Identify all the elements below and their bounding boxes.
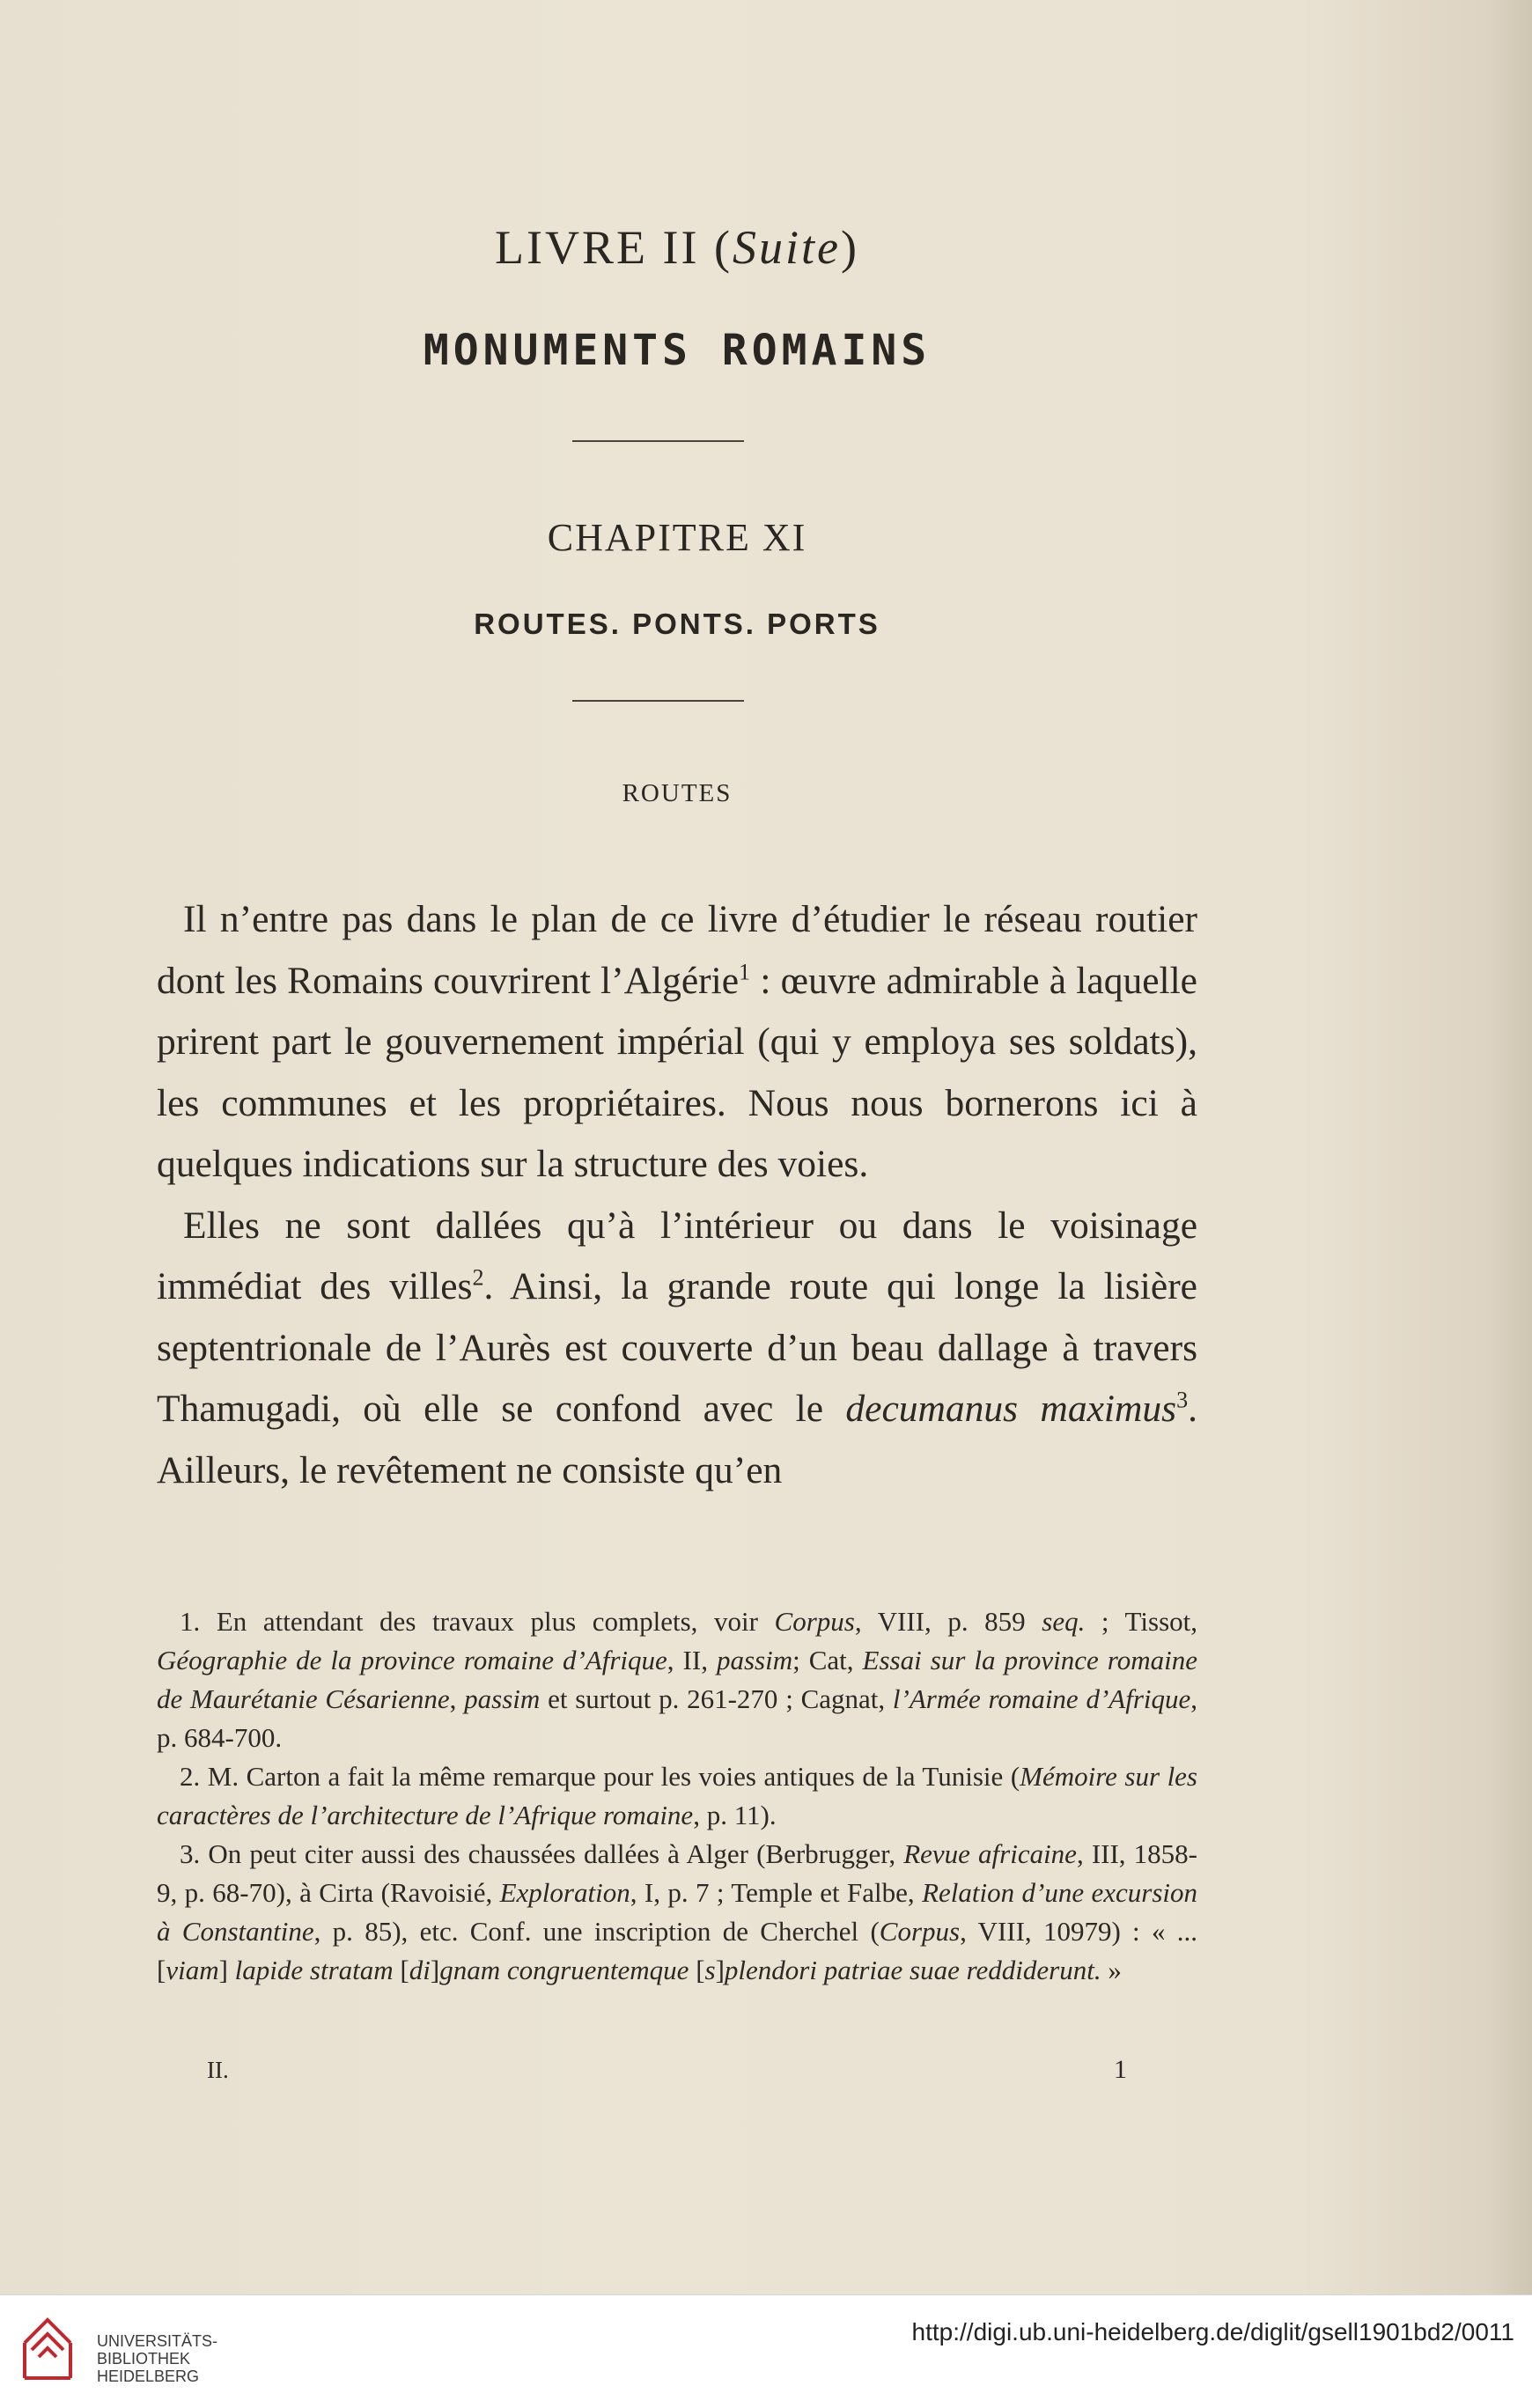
part-title: MONUMENTS ROMAINS (423, 326, 932, 375)
footnotes (157, 1602, 1197, 1990)
book-heading: LIVRE II (Suite) (495, 221, 859, 274)
footnote: 1. En attendant des travaux plus complets, voir Corpus, VIII, p. 859 seq. ; Tissot, Géographie de la province romaine d’Afrique, II, passim; Cat, Essai sur la province romaine de Maurétanie Césarienne, passim et surtout p. 261-270 ; Cagnat, l’Armée romaine d’Afrique, p. 684-700. (157, 1606, 1198, 1753)
chapter-subtitle: ROUTES. PONTS. PORTS (474, 608, 880, 640)
divider-rule (572, 700, 744, 702)
livre-label: LIVRE II (495, 221, 700, 274)
viewer-footer (0, 2294, 1532, 2408)
footnote: 2. M. Carton a fait la même remarque pour les voies antiques de la Tunisie (Mémoire sur les caractères de l’architecture de l’Afrique romaine, p. 11). (157, 1761, 1198, 1830)
folio-number: 1 (1114, 2055, 1127, 2084)
library-logo-icon (18, 2308, 86, 2387)
body-text (157, 889, 1197, 1501)
paragraph: Il n’entre pas dans le plan de ce livre d’étudier le réseau routier dont les Romains couvrirent l’Algérie$^1$ : œuvre admirable à laquelle prirent part le gouvernement impérial (qui y employa ses soldats), les communes et les propriétaires. Nous nous bornerons ici à quelques indications sur la structure des voies. (157, 898, 1197, 1185)
signature-mark: II. (207, 2057, 229, 2083)
footnote-ref: 1 (739, 959, 751, 984)
section-heading: ROUTES (622, 779, 733, 807)
divider-rule (572, 440, 744, 442)
institution-name: UNIVERSITÄTS- BIBLIOTHEK HEIDELBERG (97, 2332, 218, 2385)
footnote-ref: 2 (472, 1264, 484, 1291)
footnote: 3. On peut citer aussi des chaussées dallées à Alger (Berbrugger, Revue africaine, III, 1858-9, p. 68-70), à Cirta (Ravoisié, Exploration, I, p. 7 ; Temple et Falbe, Relation d’une excursion à Constantine, p. 85), etc. Conf. une inscription de Cherchel (Corpus, VIII, 10979) : « ... [viam] lapide stratam [di]gnam congruentemque [s]plendori patriae suae reddiderunt. » (157, 1838, 1197, 1985)
permalink-url[interactable]: http://digi.ub.uni-heidelberg.de/diglit/gsell1901bd2/0011 (911, 2318, 1514, 2345)
chapter-heading: CHAPITRE XI (547, 516, 807, 559)
footnote-ref: 3 (1176, 1387, 1189, 1413)
livre-suite: Suite (732, 221, 841, 274)
paragraph: Elles ne sont dallées qu’à l’intérieur ou dans le voisinage immédiat des villes$^2$. Ainsi, la grande route qui longe la lisière septentrionale de l’Aurès est couverte d’un beau dallage à travers Thamugadi, où elle se confond avec le decumanus maximus$^3$. Ailleurs, le revêtement ne consiste qu’en (157, 1204, 1197, 1491)
